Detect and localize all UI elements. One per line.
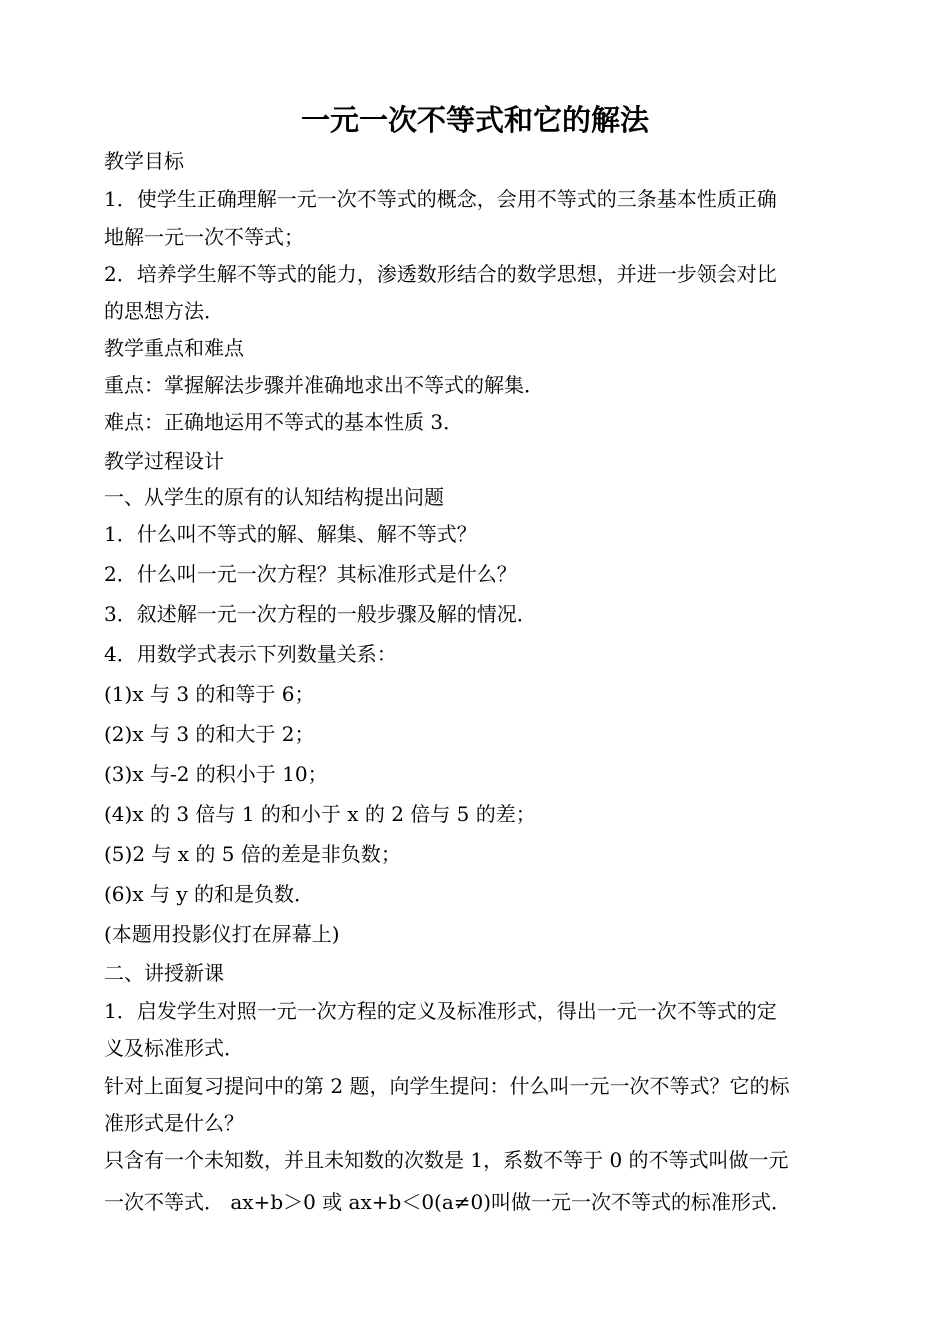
list-item: (5)2 与 x 的 5 倍的差是非负数； [104, 842, 401, 866]
paragraph-line: 的思想方法． [104, 299, 224, 323]
paragraph-line: 难点：正确地运用不等式的基本性质 3． [104, 410, 464, 434]
paragraph-line: 一次不等式． ax+b＞0 或 ax+b＜0(a≠0)叫做一元一次不等式的标准形式． [104, 1190, 792, 1214]
list-item: 1．什么叫不等式的解、解集、解不等式？ [104, 522, 477, 546]
list-item: (6)x 与 y 的和是负数． [104, 882, 314, 906]
list-item: 4．用数学式表示下列数量关系： [104, 642, 397, 666]
paragraph-line: 1．启发学生对照一元一次方程的定义及标准形式，得出一元一次不等式的定 [104, 999, 777, 1023]
list-item: (3)x 与-2 的积小于 10； [104, 762, 328, 786]
paragraph-line: 只含有一个未知数，并且未知数的次数是 1，系数不等于 0 的不等式叫做一元 [104, 1148, 789, 1172]
subsection-heading: 二、讲授新课 [104, 961, 224, 985]
paragraph-line: 针对上面复习提问中的第 2 题，向学生提问：什么叫一元一次不等式？它的标 [104, 1074, 790, 1098]
list-item: 2．什么叫一元一次方程？其标准形式是什么？ [104, 562, 517, 586]
paragraph-line: 地解一元一次不等式； [104, 225, 304, 249]
paragraph-line: 重点：掌握解法步骤并准确地求出不等式的解集． [104, 373, 544, 397]
section-heading-process: 教学过程设计 [104, 449, 224, 473]
paragraph-line: 1．使学生正确理解一元一次不等式的概念，会用不等式的三条基本性质正确 [104, 187, 777, 211]
section-heading-objectives: 教学目标 [104, 149, 184, 173]
paragraph-line: 2．培养学生解不等式的能力，渗透数形结合的数学思想，并进一步领会对比 [104, 262, 777, 286]
subsection-heading: 一、从学生的原有的认知结构提出问题 [104, 485, 444, 509]
paragraph-line: (本题用投影仪打在屏幕上) [104, 922, 340, 946]
list-item: (4)x 的 3 倍与 1 的和小于 x 的 2 倍与 5 的差； [104, 802, 536, 826]
paragraph-line: 准形式是什么？ [104, 1111, 244, 1135]
document-title: 一元一次不等式和它的解法 [300, 103, 649, 137]
list-item: 3．叙述解一元一次方程的一般步骤及解的情况． [104, 602, 537, 626]
paragraph-line: 义及标准形式． [104, 1036, 244, 1060]
section-heading-key-points: 教学重点和难点 [104, 336, 244, 360]
list-item: (1)x 与 3 的和等于 6； [104, 682, 315, 706]
list-item: (2)x 与 3 的和大于 2； [104, 722, 315, 746]
